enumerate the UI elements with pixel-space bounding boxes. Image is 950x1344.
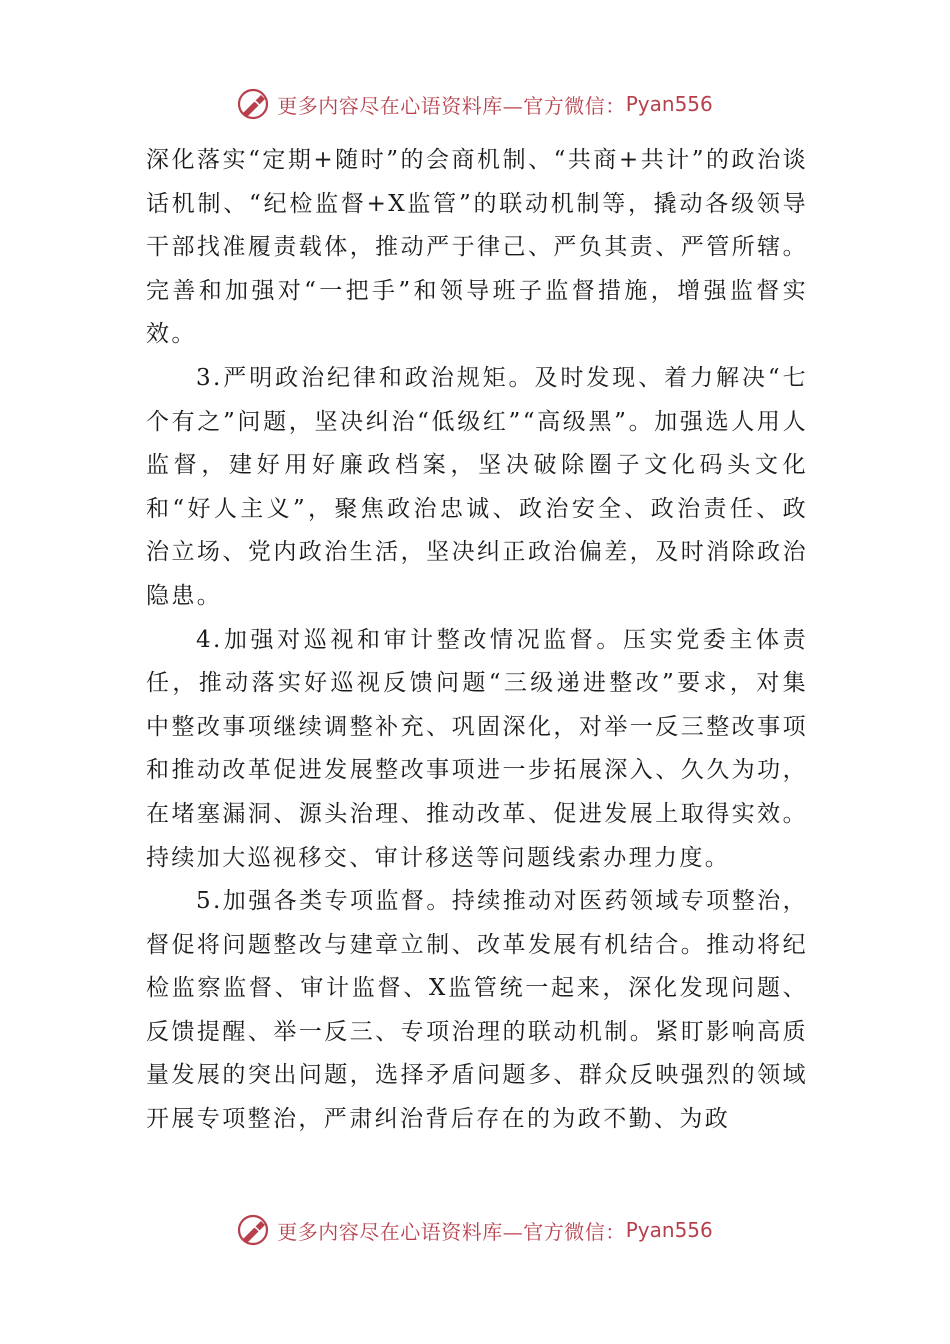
footer-watermark-banner xyxy=(0,1210,950,1250)
footer-banner-code: Pyan556 xyxy=(625,1218,713,1242)
footer-banner-text: 更多内容尽在心语资料库—官方微信： xyxy=(277,1219,626,1244)
header-banner-text: 更多内容尽在心语资料库—官方微信： xyxy=(277,93,626,118)
paragraph-item-4: 4.加强对巡视和审计整改情况监督。压实党委主体责任，推动落实好巡视反馈问题“三级递进整改”要求，对集中整改事项继续调整补充、巩固深化，对举一反三整改事项和推动改革促进发展整改事项进一步拓展深入、久久为功，在堵塞漏洞、源头治理、推动改革、促进发展上取得实效。持续加大巡视移交、审计移送等问题线索办理力度。 xyxy=(146,626,808,871)
document-body xyxy=(146,139,808,1199)
header-watermark-banner xyxy=(0,84,950,124)
header-banner-code: Pyan556 xyxy=(625,92,713,116)
pen-logo-icon xyxy=(237,87,271,121)
paragraph-item-5: 5.加强各类专项监督。持续推动对医药领域专项整治，督促将问题整改与建章立制、改革发展有机结合。推动将纪检监察监督、审计监督、X监管统一起来，深化发现问题、反馈提醒、举一反三、专项治理的联动机制。紧盯影响高质量发展的突出问题，选择矛盾问题多、群众反映强烈的领域开展专项整治，严肃纠治背后存在的为政不勤、为政 xyxy=(146,888,808,1133)
paragraph-continuation: 深化落实“定期+随时”的会商机制、“共商+共计”的政治谈话机制、“纪检监督+X监管”的联动机制等，撬动各级领导干部找准履责载体，推动严于律己、严负其责、严管所辖。完善和加强对“一把手”和领导班子监督措施，增强监督实效。 xyxy=(146,147,808,348)
pen-logo-icon xyxy=(237,1213,271,1247)
paragraph-item-3: 3.严明政治纪律和政治规矩。及时发现、着力解决“七个有之”问题，坚决纠治“低级红”“高级黑”。加强选人用人监督，建好用好廉政档案，坚决破除圈子文化码头文化和“好人主义”，聚焦政治忠诚、政治安全、政治责任、政治立场、党内政治生活，坚决纠正政治偏差，及时消除政治隐患。 xyxy=(146,364,808,609)
